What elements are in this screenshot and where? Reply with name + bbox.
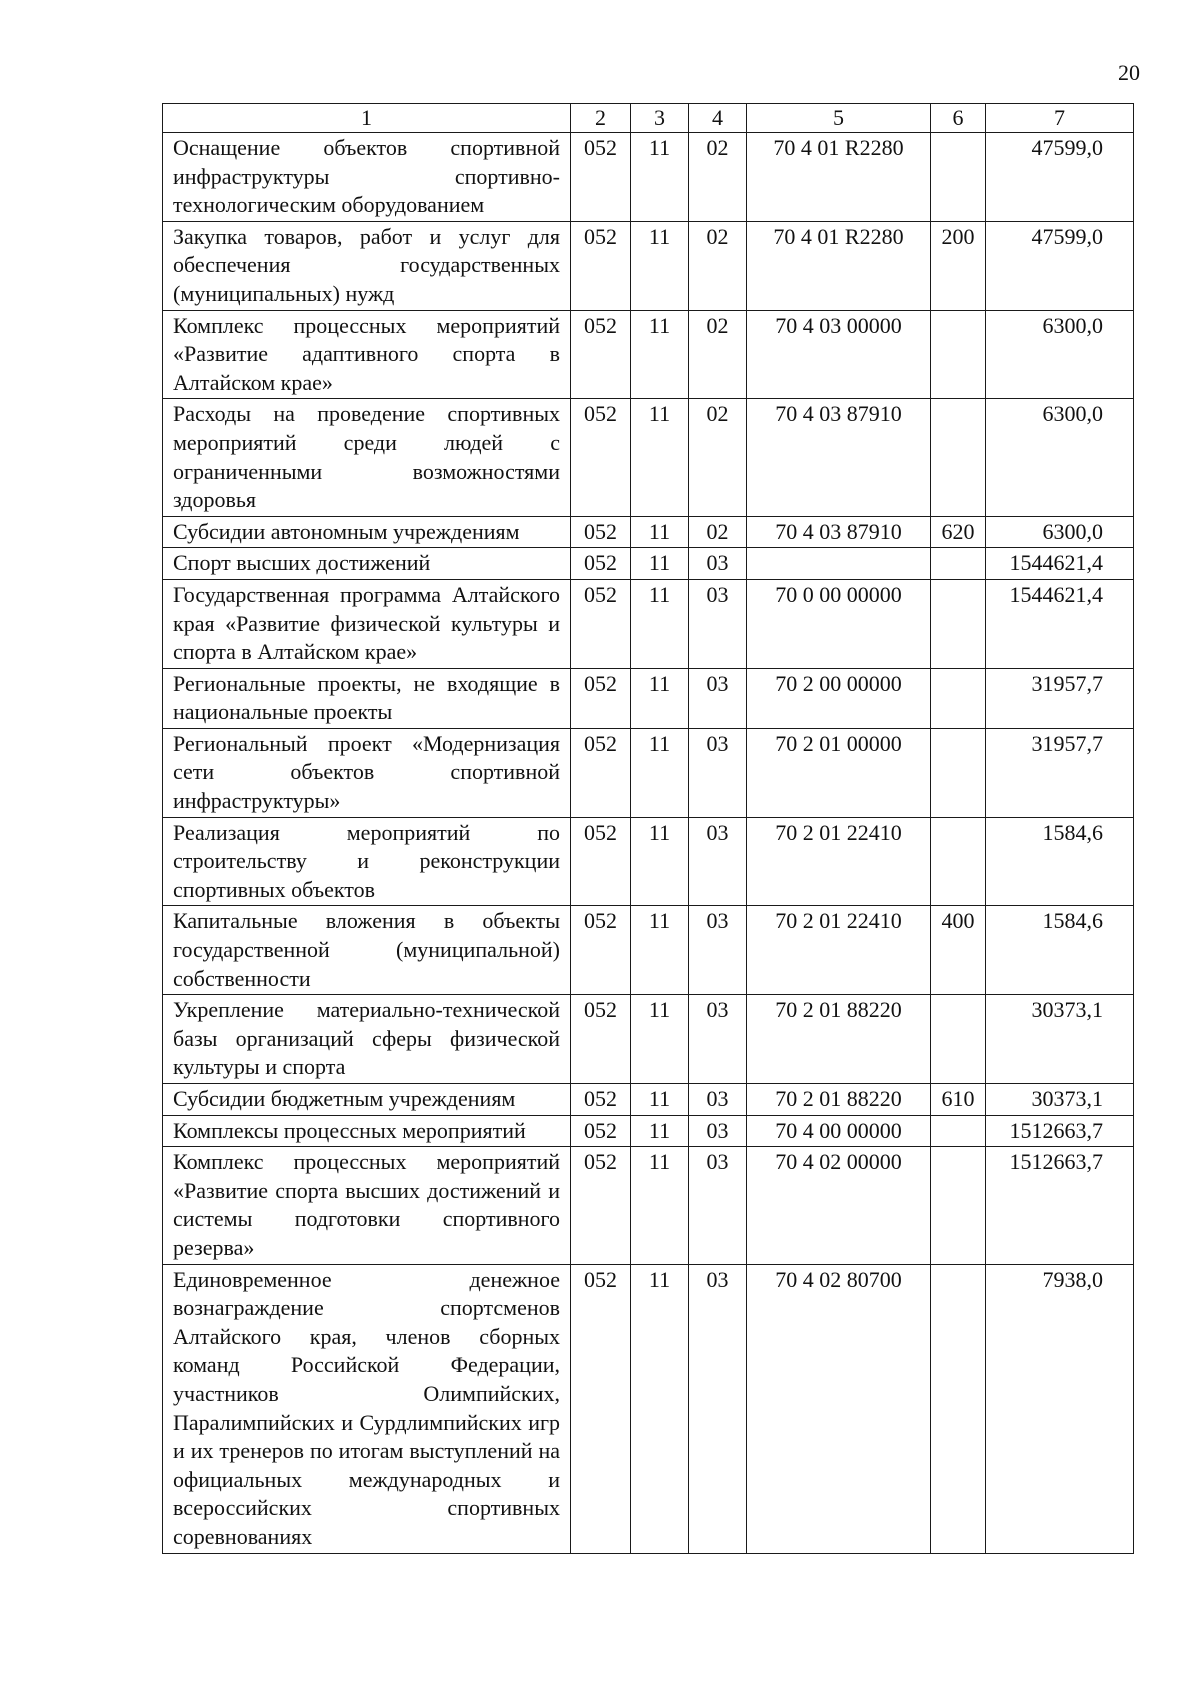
expense-type-code [931,1147,986,1264]
table-row [163,548,1134,580]
ministry-code: 052 [571,399,631,516]
table-row [163,728,1134,817]
table-row [163,579,1134,668]
expense-type-code [931,1115,986,1147]
subsection-code: 03 [689,1084,747,1116]
ministry-code: 052 [571,579,631,668]
expense-type-code [931,548,986,580]
target-article-code: 70 2 01 00000 [747,728,931,817]
target-article-code: 70 4 03 87910 [747,399,931,516]
subsection-code: 02 [689,221,747,310]
amount-value: 1512663,7 [986,1147,1134,1264]
row-name: Комплекс процессных мероприятий «Развитие адаптивного спорта в Алтайском крае» [163,310,571,399]
section-code: 11 [631,1084,689,1116]
expense-type-code [931,728,986,817]
section-code: 11 [631,310,689,399]
row-name: Государственная программа Алтайского края «Развитие физической культуры и спорта в Алтайском крае» [163,579,571,668]
table-row [163,906,1134,995]
expense-type-code [931,579,986,668]
row-name: Комплекс процессных мероприятий «Развитие спорта высших достижений и системы подготовки спортивного резерва» [163,1147,571,1264]
row-name: Единовременное денежное вознаграждение спортсменов Алтайского края, членов сборных команд Российской Федерации, участников Олимпийских, Паралимпийских и Сурдлимпийских игр и их тренеров по итогам выступлений на официальных международных и всероссийских спортивных соревнованиях [163,1264,571,1553]
row-name: Укрепление материально-технической базы организаций сферы физической культуры и спорта [163,995,571,1084]
row-name: Субсидии автономным учреждениям [163,516,571,548]
row-name: Субсидии бюджетным учреждениям [163,1084,571,1116]
ministry-code: 052 [571,906,631,995]
amount-value: 1584,6 [986,817,1134,906]
amount-value: 1544621,4 [986,548,1134,580]
ministry-code: 052 [571,1115,631,1147]
row-name: Оснащение объектов спортивной инфраструктуры спортивно-технологическим оборудованием [163,133,571,222]
amount-value: 47599,0 [986,133,1134,222]
target-article-code: 70 4 03 87910 [747,516,931,548]
amount-value: 1544621,4 [986,579,1134,668]
column-header: 2 [571,104,631,133]
column-header: 5 [747,104,931,133]
page-number: 20 [1118,60,1140,85]
section-code: 11 [631,579,689,668]
subsection-code: 03 [689,1264,747,1553]
amount-value: 31957,7 [986,668,1134,728]
expense-type-code [931,1264,986,1553]
target-article-code: 70 4 01 R2280 [747,133,931,222]
table-row [163,1147,1134,1264]
row-name: Капитальные вложения в объекты государственной (муниципальной) собственности [163,906,571,995]
target-article-code: 70 4 00 00000 [747,1115,931,1147]
subsection-code: 02 [689,133,747,222]
row-name: Закупка товаров, работ и услуг для обеспечения государственных (муниципальных) нужд [163,221,571,310]
expense-type-code [931,817,986,906]
amount-value: 1512663,7 [986,1115,1134,1147]
target-article-code: 70 4 03 00000 [747,310,931,399]
expense-type-code [931,133,986,222]
row-name: Комплексы процессных мероприятий [163,1115,571,1147]
ministry-code: 052 [571,728,631,817]
amount-value: 6300,0 [986,310,1134,399]
row-name: Расходы на проведение спортивных мероприятий среди людей с ограниченными возможностями здоровья [163,399,571,516]
row-name: Реализация мероприятий по строительству и реконструкции спортивных объектов [163,817,571,906]
section-code: 11 [631,1147,689,1264]
table-row [163,1115,1134,1147]
row-name: Региональные проекты, не входящие в национальные проекты [163,668,571,728]
target-article-code: 70 2 01 88220 [747,1084,931,1116]
ministry-code: 052 [571,221,631,310]
expense-type-code [931,995,986,1084]
target-article-code: 70 4 02 80700 [747,1264,931,1553]
amount-value: 6300,0 [986,399,1134,516]
section-code: 11 [631,516,689,548]
subsection-code: 03 [689,817,747,906]
section-code: 11 [631,133,689,222]
table-row [163,995,1134,1084]
amount-value: 30373,1 [986,995,1134,1084]
subsection-code: 03 [689,728,747,817]
subsection-code: 03 [689,668,747,728]
column-number-row [163,104,1134,133]
row-name: Спорт высших достижений [163,548,571,580]
table-row [163,817,1134,906]
expense-type-code: 400 [931,906,986,995]
target-article-code: 70 2 01 88220 [747,995,931,1084]
table-row [163,133,1134,222]
ministry-code: 052 [571,548,631,580]
table-row [163,1264,1134,1553]
target-article-code: 70 4 02 00000 [747,1147,931,1264]
amount-value: 47599,0 [986,221,1134,310]
table-row [163,1084,1134,1116]
target-article-code: 70 2 00 00000 [747,668,931,728]
amount-value: 7938,0 [986,1264,1134,1553]
ministry-code: 052 [571,133,631,222]
amount-value: 6300,0 [986,516,1134,548]
ministry-code: 052 [571,817,631,906]
subsection-code: 03 [689,906,747,995]
table-row [163,310,1134,399]
ministry-code: 052 [571,995,631,1084]
section-code: 11 [631,1115,689,1147]
section-code: 11 [631,221,689,310]
table-row [163,516,1134,548]
amount-value: 31957,7 [986,728,1134,817]
ministry-code: 052 [571,1147,631,1264]
section-code: 11 [631,995,689,1084]
table-row [163,399,1134,516]
table-row [163,221,1134,310]
subsection-code: 03 [689,548,747,580]
ministry-code: 052 [571,1084,631,1116]
target-article-code: 70 2 01 22410 [747,906,931,995]
section-code: 11 [631,548,689,580]
section-code: 11 [631,817,689,906]
subsection-code: 03 [689,1147,747,1264]
section-code: 11 [631,728,689,817]
subsection-code: 02 [689,516,747,548]
table-row [163,668,1134,728]
target-article-code: 70 4 01 R2280 [747,221,931,310]
budget-table [162,103,1134,1554]
section-code: 11 [631,1264,689,1553]
section-code: 11 [631,668,689,728]
target-article-code [747,548,931,580]
section-code: 11 [631,399,689,516]
expense-type-code [931,310,986,399]
column-header: 1 [163,104,571,133]
amount-value: 30373,1 [986,1084,1134,1116]
subsection-code: 03 [689,579,747,668]
expense-type-code: 200 [931,221,986,310]
subsection-code: 02 [689,399,747,516]
expense-type-code [931,399,986,516]
target-article-code: 70 0 00 00000 [747,579,931,668]
ministry-code: 052 [571,310,631,399]
column-header: 7 [986,104,1134,133]
section-code: 11 [631,906,689,995]
subsection-code: 03 [689,1115,747,1147]
expense-type-code [931,668,986,728]
ministry-code: 052 [571,668,631,728]
column-header: 3 [631,104,689,133]
ministry-code: 052 [571,516,631,548]
target-article-code: 70 2 01 22410 [747,817,931,906]
column-header: 6 [931,104,986,133]
amount-value: 1584,6 [986,906,1134,995]
column-header: 4 [689,104,747,133]
subsection-code: 02 [689,310,747,399]
expense-type-code: 620 [931,516,986,548]
row-name: Региональный проект «Модернизация сети объектов спортивной инфраструктуры» [163,728,571,817]
expense-type-code: 610 [931,1084,986,1116]
ministry-code: 052 [571,1264,631,1553]
table-body [163,133,1134,1554]
subsection-code: 03 [689,995,747,1084]
